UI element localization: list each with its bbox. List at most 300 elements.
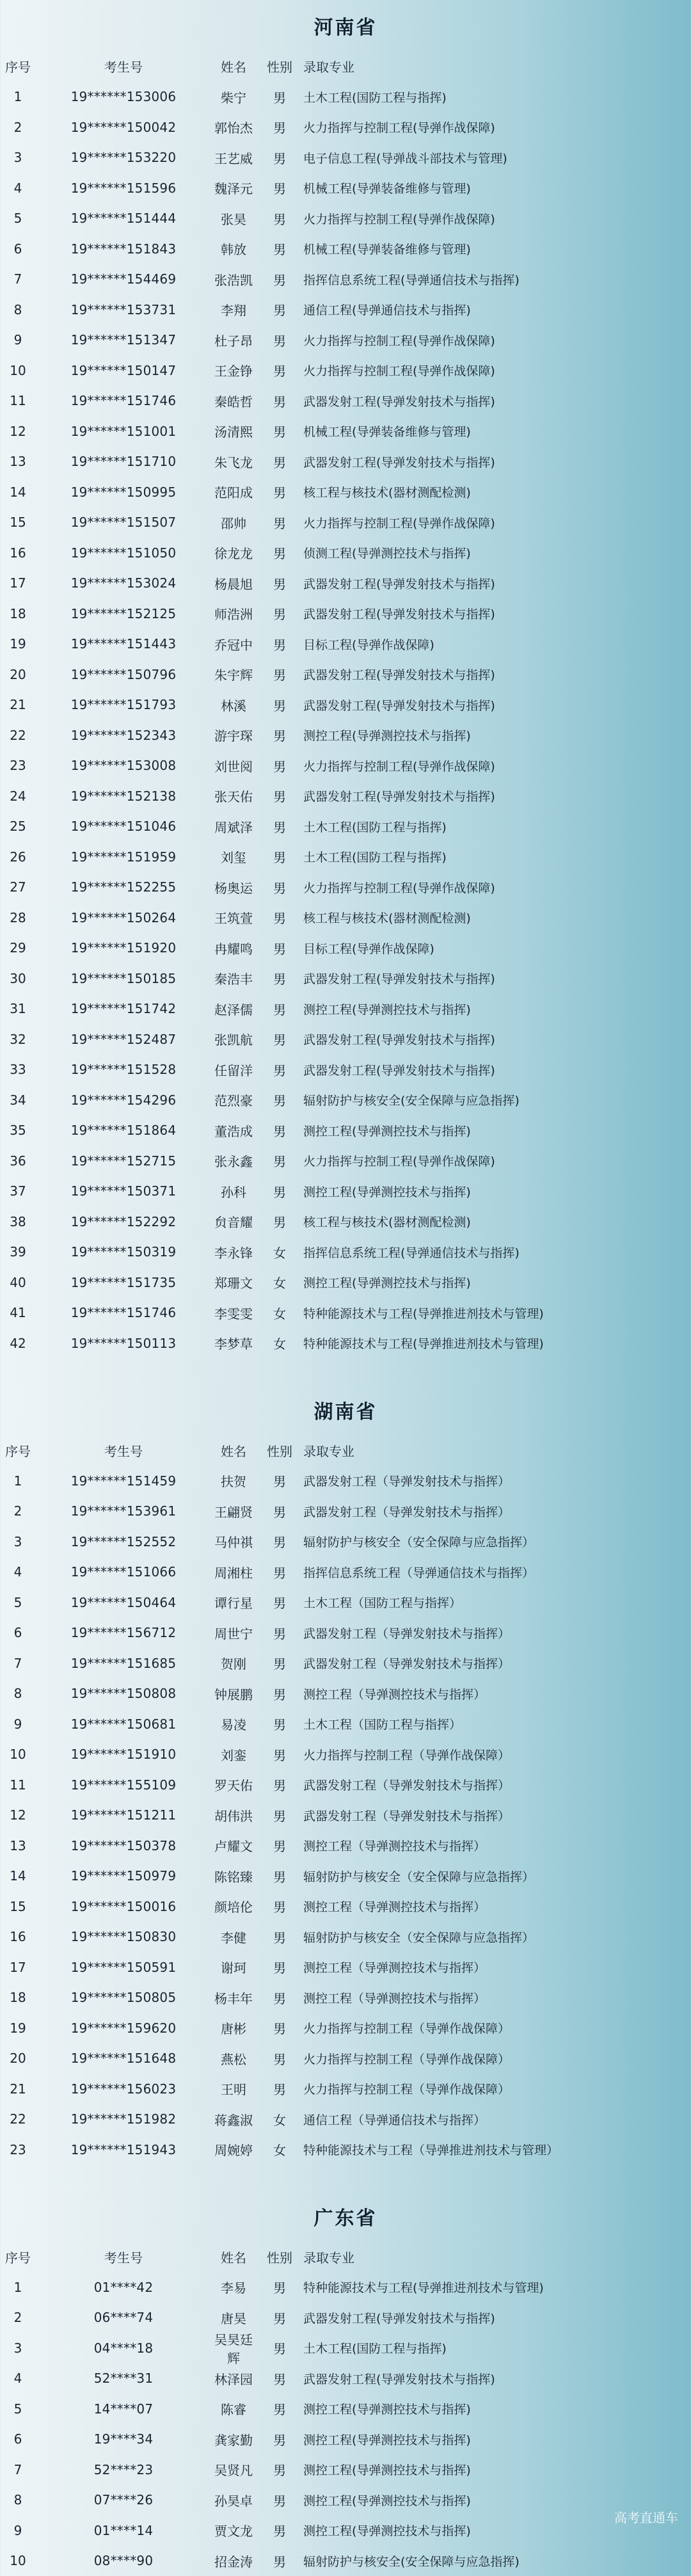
table-row xyxy=(0,477,691,508)
table-row xyxy=(0,1952,691,1983)
header-col-gender: 性别 xyxy=(256,2248,303,2266)
col-exam-id: 19******159620 xyxy=(36,2020,211,2036)
table-row xyxy=(0,2074,691,2104)
col-name: 张昊 xyxy=(211,209,256,228)
table-row xyxy=(0,143,691,173)
table-row xyxy=(0,1496,691,1527)
col-gender: 男 xyxy=(256,2552,303,2570)
header-col-index: 序号 xyxy=(0,57,36,76)
col-name: 吴昊廷辉 xyxy=(211,2330,256,2367)
col-major: 电子信息工程(导弹战斗部技术与管理) xyxy=(303,149,691,166)
col-name: 王翩贤 xyxy=(211,1502,256,1521)
table-row xyxy=(0,1328,691,1359)
col-index: 2 xyxy=(0,2310,36,2325)
col-index: 14 xyxy=(0,1868,36,1884)
col-gender: 男 xyxy=(256,1563,303,1581)
col-major: 测控工程(导弹测控技术与指挥) xyxy=(303,2400,691,2417)
col-major: 火力指挥与控制工程(导弹作战保障) xyxy=(303,879,691,896)
col-name: 周湘柱 xyxy=(211,1563,256,1581)
col-major: 武器发射工程（导弹发射技术与指挥） xyxy=(303,1776,691,1793)
col-exam-id: 52****23 xyxy=(36,2462,211,2477)
col-major: 测控工程(导弹测控技术与指挥) xyxy=(303,2492,691,2509)
table-row xyxy=(0,1116,691,1146)
col-name: 马仲祺 xyxy=(211,1532,256,1551)
table-row xyxy=(0,994,691,1025)
col-major: 土木工程（国防工程与指挥） xyxy=(303,1715,691,1732)
col-exam-id: 19****34 xyxy=(36,2431,211,2447)
col-major: 指挥信息系统工程(导弹通信技术与指挥) xyxy=(303,271,691,288)
col-gender: 男 xyxy=(256,1091,303,1109)
table-row xyxy=(0,2485,691,2516)
col-major: 土木工程(国防工程与指挥) xyxy=(303,2339,691,2356)
col-major: 指挥信息系统工程(导弹通信技术与指挥) xyxy=(303,1244,691,1261)
table-row xyxy=(0,538,691,568)
table-row xyxy=(0,1983,691,2013)
col-name: 扶贺 xyxy=(211,1471,256,1490)
col-major: 武器发射工程(导弹发射技术与指挥) xyxy=(303,2309,691,2326)
col-name: 张浩凯 xyxy=(211,270,256,289)
col-exam-id: 19******151742 xyxy=(36,1001,211,1016)
col-gender: 男 xyxy=(256,1151,303,1170)
col-gender: 男 xyxy=(256,726,303,744)
table-row xyxy=(0,386,691,417)
col-name: 卢耀文 xyxy=(211,1836,256,1855)
col-name: 谭行星 xyxy=(211,1593,256,1612)
table-row xyxy=(0,2454,691,2485)
col-name: 刘玺 xyxy=(211,847,256,866)
col-exam-id: 19******150808 xyxy=(36,1686,211,1701)
col-gender: 男 xyxy=(256,543,303,562)
col-name: 朱宇辉 xyxy=(211,665,256,684)
col-major: 辐射防护与核安全（安全保障与应急指挥） xyxy=(303,1533,691,1550)
col-gender: 男 xyxy=(256,908,303,927)
col-exam-id: 19******150979 xyxy=(36,1868,211,1884)
col-gender: 男 xyxy=(256,2369,303,2388)
col-exam-id: 19******151746 xyxy=(36,1305,211,1320)
col-name: 任留洋 xyxy=(211,1060,256,1079)
table-row xyxy=(0,2303,691,2333)
col-major: 武器发射工程(导弹发射技术与指挥) xyxy=(303,453,691,470)
col-name: 赵泽儒 xyxy=(211,1000,256,1018)
col-name: 郭怡杰 xyxy=(211,118,256,136)
table-row xyxy=(0,842,691,872)
col-gender: 女 xyxy=(256,2140,303,2159)
col-index: 39 xyxy=(0,1244,36,1260)
col-exam-id: 19******151982 xyxy=(36,2111,211,2127)
col-index: 11 xyxy=(0,1777,36,1793)
col-gender: 男 xyxy=(256,878,303,897)
col-name: 龚家勤 xyxy=(211,2430,256,2449)
col-exam-id: 19******151910 xyxy=(36,1747,211,1762)
header-col-name: 姓名 xyxy=(211,1441,256,1460)
col-gender: 男 xyxy=(256,1182,303,1201)
col-major: 火力指挥与控制工程(导弹作战保障) xyxy=(303,118,691,136)
province-section xyxy=(0,1384,691,2165)
col-exam-id: 19******151528 xyxy=(36,1062,211,1077)
col-exam-id: 19******156023 xyxy=(36,2081,211,2097)
col-exam-id: 19******152125 xyxy=(36,606,211,621)
col-index: 30 xyxy=(0,971,36,986)
col-gender: 男 xyxy=(256,1212,303,1231)
col-index: 18 xyxy=(0,1990,36,2005)
province-title: 广东省 xyxy=(0,2191,691,2242)
col-gender: 男 xyxy=(256,300,303,319)
table-row xyxy=(0,2394,691,2424)
col-name: 杨丰年 xyxy=(211,1988,256,2007)
col-exam-id: 19******151459 xyxy=(36,1473,211,1489)
table-row xyxy=(0,1206,691,1237)
table-header xyxy=(0,51,691,82)
col-index: 38 xyxy=(0,1214,36,1229)
table-row xyxy=(0,1922,691,1953)
table-row xyxy=(0,2515,691,2546)
col-gender: 女 xyxy=(256,2110,303,2129)
col-name: 徐龙龙 xyxy=(211,543,256,562)
table-row xyxy=(0,1146,691,1176)
col-name: 易凌 xyxy=(211,1715,256,1733)
col-gender: 男 xyxy=(256,969,303,988)
col-index: 14 xyxy=(0,484,36,500)
col-exam-id: 19******150805 xyxy=(36,1990,211,2005)
col-major: 测控工程(导弹测控技术与指挥) xyxy=(303,726,691,744)
col-exam-id: 19******150591 xyxy=(36,1960,211,1975)
col-name: 陈铭臻 xyxy=(211,1867,256,1885)
header-col-major: 录取专业 xyxy=(303,57,691,76)
col-index: 12 xyxy=(0,1807,36,1823)
col-major: 测控工程(导弹测控技术与指挥) xyxy=(303,1122,691,1139)
table-row xyxy=(0,933,691,964)
col-exam-id: 19******151046 xyxy=(36,819,211,834)
col-exam-id: 19******151001 xyxy=(36,424,211,439)
col-exam-id: 19******153731 xyxy=(36,302,211,317)
col-major: 机械工程(导弹装备维修与管理) xyxy=(303,179,691,196)
table-row xyxy=(0,1267,691,1298)
col-index: 25 xyxy=(0,819,36,834)
col-exam-id: 19******152343 xyxy=(36,728,211,743)
col-exam-id: 19******154296 xyxy=(36,1092,211,1108)
col-exam-id: 19******151443 xyxy=(36,636,211,652)
col-index: 29 xyxy=(0,940,36,956)
col-index: 7 xyxy=(0,1656,36,1671)
col-name: 孙科 xyxy=(211,1182,256,1201)
col-name: 魏泽元 xyxy=(211,179,256,197)
table-row xyxy=(0,264,691,295)
col-index: 20 xyxy=(0,667,36,682)
col-name: 周斌泽 xyxy=(211,817,256,836)
table-header xyxy=(0,2242,691,2273)
col-gender: 男 xyxy=(256,1593,303,1612)
col-gender: 男 xyxy=(256,513,303,532)
col-gender: 男 xyxy=(256,2278,303,2296)
table-row xyxy=(0,416,691,447)
col-major: 武器发射工程（导弹发射技术与指挥） xyxy=(303,1807,691,1824)
col-gender: 男 xyxy=(256,2399,303,2418)
col-major: 通信工程（导弹通信技术与指挥） xyxy=(303,2111,691,2128)
col-name: 乔冠中 xyxy=(211,635,256,653)
col-index: 9 xyxy=(0,2523,36,2538)
col-gender: 男 xyxy=(256,665,303,684)
col-major: 火力指挥与控制工程（导弹作战保障） xyxy=(303,2019,691,2036)
table-row xyxy=(0,1740,691,1770)
col-gender: 男 xyxy=(256,696,303,714)
table-row xyxy=(0,112,691,143)
col-exam-id: 19******151959 xyxy=(36,849,211,865)
col-index: 4 xyxy=(0,2371,36,2386)
col-name: 范烈豪 xyxy=(211,1091,256,1109)
table-row xyxy=(0,2013,691,2044)
col-exam-id: 19******155109 xyxy=(36,1777,211,1793)
col-index: 15 xyxy=(0,515,36,530)
col-index: 18 xyxy=(0,606,36,621)
table-row xyxy=(0,234,691,264)
col-index: 8 xyxy=(0,302,36,317)
section-spacer xyxy=(0,1359,691,1384)
col-name: 张凯航 xyxy=(211,1030,256,1048)
col-major: 测控工程（导弹测控技术与指挥） xyxy=(303,1989,691,2006)
col-name: 秦皓哲 xyxy=(211,392,256,410)
col-gender: 男 xyxy=(256,483,303,501)
table-row xyxy=(0,598,691,629)
col-name: 李永锋 xyxy=(211,1243,256,1261)
col-gender: 女 xyxy=(256,1334,303,1352)
col-major: 核工程与核技术(器材测配检测) xyxy=(303,909,691,926)
col-index: 32 xyxy=(0,1032,36,1047)
col-major: 火力指挥与控制工程(导弹作战保障) xyxy=(303,757,691,774)
header-col-index: 序号 xyxy=(0,1441,36,1460)
table-row xyxy=(0,1085,691,1116)
header-col-gender: 性别 xyxy=(256,1441,303,1460)
col-major: 武器发射工程(导弹发射技术与指挥) xyxy=(303,1061,691,1078)
col-exam-id: 06****74 xyxy=(36,2310,211,2325)
table-row xyxy=(0,1618,691,1649)
col-exam-id: 19******150185 xyxy=(36,971,211,986)
col-index: 17 xyxy=(0,575,36,591)
col-name: 王金铮 xyxy=(211,361,256,380)
col-major: 土木工程(国防工程与指挥) xyxy=(303,848,691,865)
table-row xyxy=(0,2134,691,2165)
col-gender: 男 xyxy=(256,1121,303,1140)
col-name: 招金涛 xyxy=(211,2552,256,2570)
col-name: 颜培伦 xyxy=(211,1897,256,1916)
table-row xyxy=(0,963,691,994)
table-row xyxy=(0,659,691,690)
col-name: 钟展鹏 xyxy=(211,1684,256,1703)
col-gender: 男 xyxy=(256,1928,303,1946)
col-index: 5 xyxy=(0,1595,36,1610)
col-gender: 男 xyxy=(256,148,303,167)
table-row xyxy=(0,1648,691,1679)
col-name: 周世宁 xyxy=(211,1624,256,1642)
col-name: 李翔 xyxy=(211,300,256,319)
col-index: 6 xyxy=(0,241,36,257)
col-gender: 男 xyxy=(256,1775,303,1794)
col-index: 31 xyxy=(0,1001,36,1016)
col-name: 王筑萱 xyxy=(211,908,256,927)
col-index: 9 xyxy=(0,332,36,348)
col-major: 火力指挥与控制工程(导弹作战保障) xyxy=(303,1152,691,1169)
col-name: 柴宁 xyxy=(211,88,256,106)
col-gender: 男 xyxy=(256,1471,303,1490)
col-index: 6 xyxy=(0,2431,36,2447)
table-row xyxy=(0,1891,691,1922)
col-major: 武器发射工程(导弹发射技术与指挥) xyxy=(303,605,691,622)
col-exam-id: 19******153008 xyxy=(36,758,211,773)
col-exam-id: 01****42 xyxy=(36,2280,211,2295)
col-major: 特种能源技术与工程(导弹推进剂技术与管理) xyxy=(303,2278,691,2296)
table-row xyxy=(0,902,691,933)
col-major: 特种能源技术与工程(导弹推进剂技术与管理) xyxy=(303,1334,691,1352)
col-exam-id: 19******150830 xyxy=(36,1929,211,1944)
col-name: 刘世阅 xyxy=(211,756,256,775)
col-major: 武器发射工程(导弹发射技术与指挥) xyxy=(303,575,691,592)
table-row xyxy=(0,751,691,781)
col-exam-id: 19******150371 xyxy=(36,1183,211,1199)
col-name: 周婉婷 xyxy=(211,2140,256,2159)
col-name: 唐昊 xyxy=(211,2308,256,2327)
col-major: 侦测工程(导弹测控技术与指挥) xyxy=(303,544,691,561)
col-index: 27 xyxy=(0,879,36,895)
col-exam-id: 19******154469 xyxy=(36,271,211,287)
col-gender: 男 xyxy=(256,939,303,957)
col-exam-id: 19******152138 xyxy=(36,788,211,804)
col-gender: 男 xyxy=(256,847,303,866)
col-exam-id: 19******153961 xyxy=(36,1503,211,1519)
col-gender: 男 xyxy=(256,331,303,349)
col-major: 辐射防护与核安全（安全保障与应急指挥） xyxy=(303,1868,691,1885)
table-row xyxy=(0,2104,691,2135)
col-major: 测控工程（导弹测控技术与指挥） xyxy=(303,1958,691,1976)
watermark-text: 高考直通车 xyxy=(614,2508,678,2526)
col-name: 范阳成 xyxy=(211,483,256,501)
col-major: 武器发射工程（导弹发射技术与指挥） xyxy=(303,1624,691,1642)
col-exam-id: 19******151864 xyxy=(36,1123,211,1138)
col-gender: 男 xyxy=(256,2079,303,2098)
col-name: 师浩洲 xyxy=(211,604,256,623)
col-index: 15 xyxy=(0,1899,36,1914)
col-exam-id: 19******150464 xyxy=(36,1595,211,1610)
province-title: 河南省 xyxy=(0,0,691,51)
col-exam-id: 19******150995 xyxy=(36,484,211,500)
province-title: 湖南省 xyxy=(0,1384,691,1436)
col-major: 火力指挥与控制工程(导弹作战保障) xyxy=(303,514,691,531)
col-index: 7 xyxy=(0,271,36,287)
col-major: 测控工程(导弹测控技术与指挥) xyxy=(303,1274,691,1291)
header-col-major: 录取专业 xyxy=(303,1441,691,1460)
col-index: 9 xyxy=(0,1716,36,1732)
col-index: 23 xyxy=(0,2142,36,2157)
col-index: 2 xyxy=(0,1503,36,1519)
col-gender: 男 xyxy=(256,2430,303,2449)
col-major: 辐射防护与核安全(安全保障与应急指挥) xyxy=(303,1091,691,1108)
table-row xyxy=(0,812,691,842)
col-index: 12 xyxy=(0,424,36,439)
col-gender: 男 xyxy=(256,239,303,258)
col-major: 火力指挥与控制工程(导弹作战保障) xyxy=(303,210,691,227)
col-name: 朱飞龙 xyxy=(211,452,256,471)
section-spacer xyxy=(0,2165,691,2191)
col-gender: 女 xyxy=(256,1304,303,1322)
table-row xyxy=(0,1237,691,1268)
col-index: 21 xyxy=(0,2081,36,2097)
col-gender: 男 xyxy=(256,756,303,775)
table-row xyxy=(0,447,691,477)
table-row xyxy=(0,1466,691,1496)
col-index: 3 xyxy=(0,150,36,165)
col-gender: 男 xyxy=(256,574,303,593)
col-index: 19 xyxy=(0,2020,36,2036)
col-index: 40 xyxy=(0,1275,36,1290)
col-exam-id: 19******151050 xyxy=(36,545,211,561)
col-name: 罗天佑 xyxy=(211,1775,256,1794)
col-gender: 男 xyxy=(256,1988,303,2007)
col-index: 42 xyxy=(0,1336,36,1351)
table-row xyxy=(0,872,691,903)
col-index: 13 xyxy=(0,454,36,469)
table-row xyxy=(0,1587,691,1618)
col-gender: 男 xyxy=(256,270,303,289)
col-major: 武器发射工程(导弹发射技术与指挥) xyxy=(303,787,691,804)
header-col-name: 姓名 xyxy=(211,57,256,76)
col-exam-id: 19******153006 xyxy=(36,89,211,104)
col-name: 秦浩丰 xyxy=(211,969,256,988)
col-index: 35 xyxy=(0,1123,36,1138)
header-col-exam-id: 考生号 xyxy=(36,57,211,76)
table-row xyxy=(0,1024,691,1055)
col-major: 火力指挥与控制工程(导弹作战保障) xyxy=(303,362,691,379)
table-row xyxy=(0,1800,691,1831)
col-index: 36 xyxy=(0,1153,36,1169)
col-name: 杨奥运 xyxy=(211,878,256,897)
table-row xyxy=(0,1830,691,1861)
col-exam-id: 14****07 xyxy=(36,2401,211,2417)
col-index: 28 xyxy=(0,910,36,925)
col-name: 韩放 xyxy=(211,239,256,258)
table-row xyxy=(0,629,691,660)
col-major: 目标工程(导弹作战保障) xyxy=(303,940,691,957)
col-gender: 男 xyxy=(256,2460,303,2479)
table-row xyxy=(0,690,691,721)
col-major: 测控工程(导弹测控技术与指挥) xyxy=(303,1183,691,1200)
col-gender: 男 xyxy=(256,1654,303,1672)
col-gender: 男 xyxy=(256,2308,303,2327)
col-index: 26 xyxy=(0,849,36,865)
col-gender: 男 xyxy=(256,392,303,410)
table-row xyxy=(0,204,691,234)
col-index: 10 xyxy=(0,1747,36,1762)
col-exam-id: 19******153024 xyxy=(36,575,211,591)
col-exam-id: 01****14 xyxy=(36,2523,211,2538)
col-gender: 男 xyxy=(256,604,303,623)
col-index: 33 xyxy=(0,1062,36,1077)
province-section xyxy=(0,2191,691,2576)
table-row xyxy=(0,2364,691,2394)
col-exam-id: 19******150264 xyxy=(36,910,211,925)
col-name: 蒋鑫淑 xyxy=(211,2110,256,2129)
header-col-name: 姓名 xyxy=(211,2248,256,2266)
col-exam-id: 19******151943 xyxy=(36,2142,211,2157)
col-exam-id: 19******151746 xyxy=(36,393,211,408)
col-major: 核工程与核技术(器材测配检测) xyxy=(303,483,691,500)
table-row xyxy=(0,355,691,386)
col-exam-id: 19******152292 xyxy=(36,1214,211,1229)
header-col-index: 序号 xyxy=(0,2248,36,2266)
col-gender: 男 xyxy=(256,2491,303,2509)
col-exam-id: 19******151066 xyxy=(36,1564,211,1580)
col-gender: 男 xyxy=(256,1684,303,1703)
col-index: 10 xyxy=(0,2553,36,2568)
col-index: 16 xyxy=(0,545,36,561)
col-index: 34 xyxy=(0,1092,36,1108)
